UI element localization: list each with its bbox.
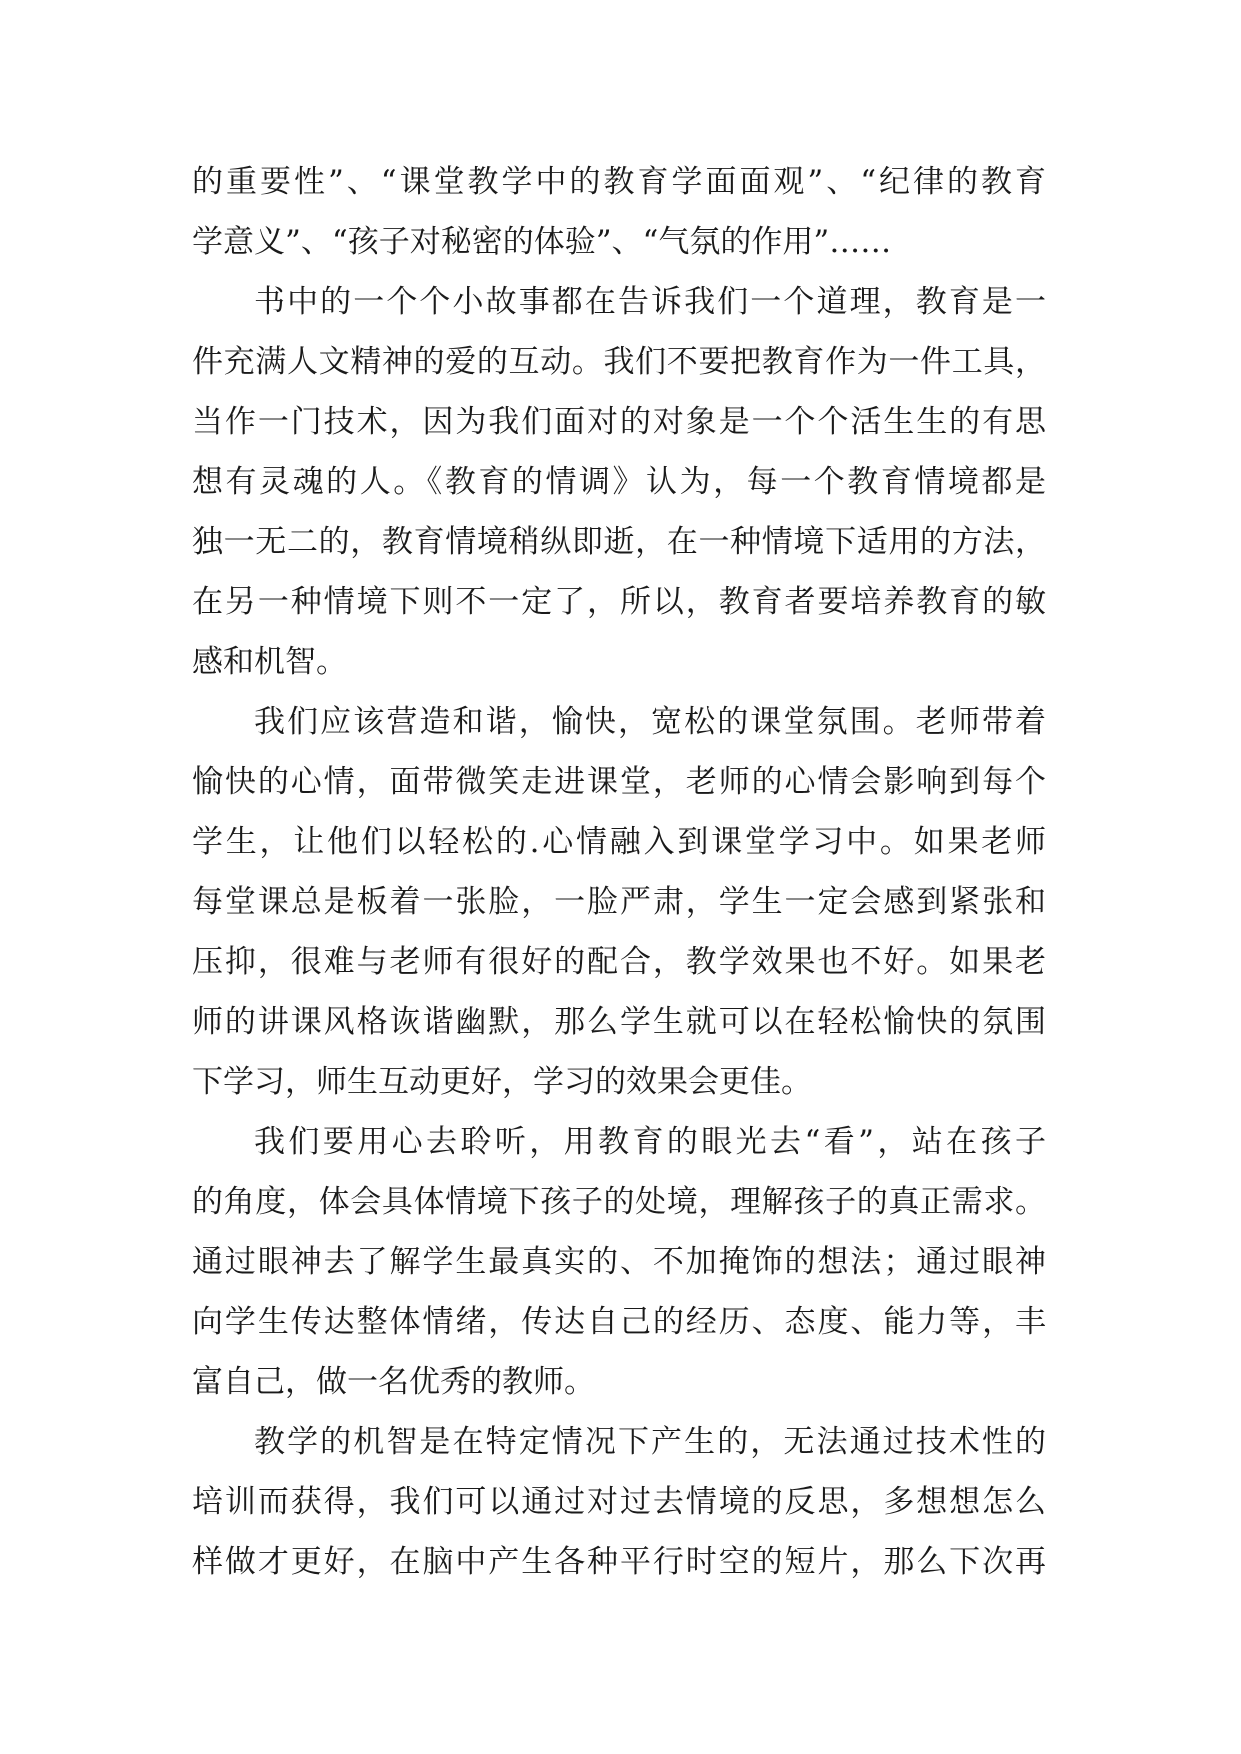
paragraph-line: 件充满人文精神的爱的互动。我们不要把教育作为一件工具，	[192, 344, 1046, 380]
paragraph-line: 压抑，很难与老师有很好的配合，教学效果也不好。如果老	[192, 944, 1046, 980]
paragraph-line: 学意义”、“孩子对秘密的体验”、“气氛的作用”……	[192, 224, 892, 260]
paragraph-line: 的重要性”、“课堂教学中的教育学面面观”、“纪律的教育	[192, 164, 1046, 200]
paragraph-3	[192, 692, 1046, 1112]
paragraph-line: 学生，让他们以轻松的.心情融入到课堂学习中。如果老师	[192, 824, 1046, 860]
paragraph-line: 富自己，做一名优秀的教师。	[192, 1364, 595, 1400]
paragraph-line: 培训而获得，我们可以通过对过去情境的反思，多想想怎么	[192, 1484, 1046, 1520]
paragraph-line: 想有灵魂的人。《教育的情调》认为，每一个教育情境都是	[192, 464, 1046, 500]
paragraph-2	[192, 272, 1046, 692]
document-body	[192, 152, 1046, 1592]
paragraph-line: 每堂课总是板着一张脸，一脸严肃，学生一定会感到紧张和	[192, 884, 1046, 920]
paragraph-line: 向学生传达整体情绪，传达自己的经历、态度、能力等，丰	[192, 1304, 1046, 1340]
paragraph-line: 下学习，师生互动更好，学习的效果会更佳。	[192, 1064, 812, 1100]
paragraph-line: 通过眼神去了解学生最真实的、不加掩饰的想法；通过眼神	[192, 1244, 1046, 1280]
paragraph-line: 在另一种情境下则不一定了，所以，教育者要培养教育的敏	[192, 584, 1046, 620]
paragraph-line: 当作一门技术，因为我们面对的对象是一个个活生生的有思	[192, 404, 1046, 440]
paragraph-line: 教学的机智是在特定情况下产生的，无法通过技术性的	[254, 1424, 1046, 1460]
paragraph-1	[192, 152, 1046, 272]
paragraph-5	[192, 1412, 1046, 1592]
paragraph-4	[192, 1112, 1046, 1412]
paragraph-line: 我们应该营造和谐，愉快，宽松的课堂氛围。老师带着	[254, 704, 1046, 740]
paragraph-line: 愉快的心情，面带微笑走进课堂，老师的心情会影响到每个	[192, 764, 1046, 800]
paragraph-line: 书中的一个个小故事都在告诉我们一个道理，教育是一	[254, 284, 1046, 320]
paragraph-line: 的角度，体会具体情境下孩子的处境，理解孩子的真正需求。	[192, 1184, 1046, 1220]
paragraph-line: 独一无二的，教育情境稍纵即逝，在一种情境下适用的方法，	[192, 524, 1046, 560]
paragraph-line: 师的讲课风格诙谐幽默，那么学生就可以在轻松愉快的氛围	[192, 1004, 1046, 1040]
paragraph-line: 样做才更好，在脑中产生各种平行时空的短片，那么下次再	[192, 1544, 1046, 1580]
paragraph-line: 我们要用心去聆听，用教育的眼光去“看”，站在孩子	[254, 1124, 1046, 1160]
paragraph-line: 感和机智。	[192, 644, 347, 680]
